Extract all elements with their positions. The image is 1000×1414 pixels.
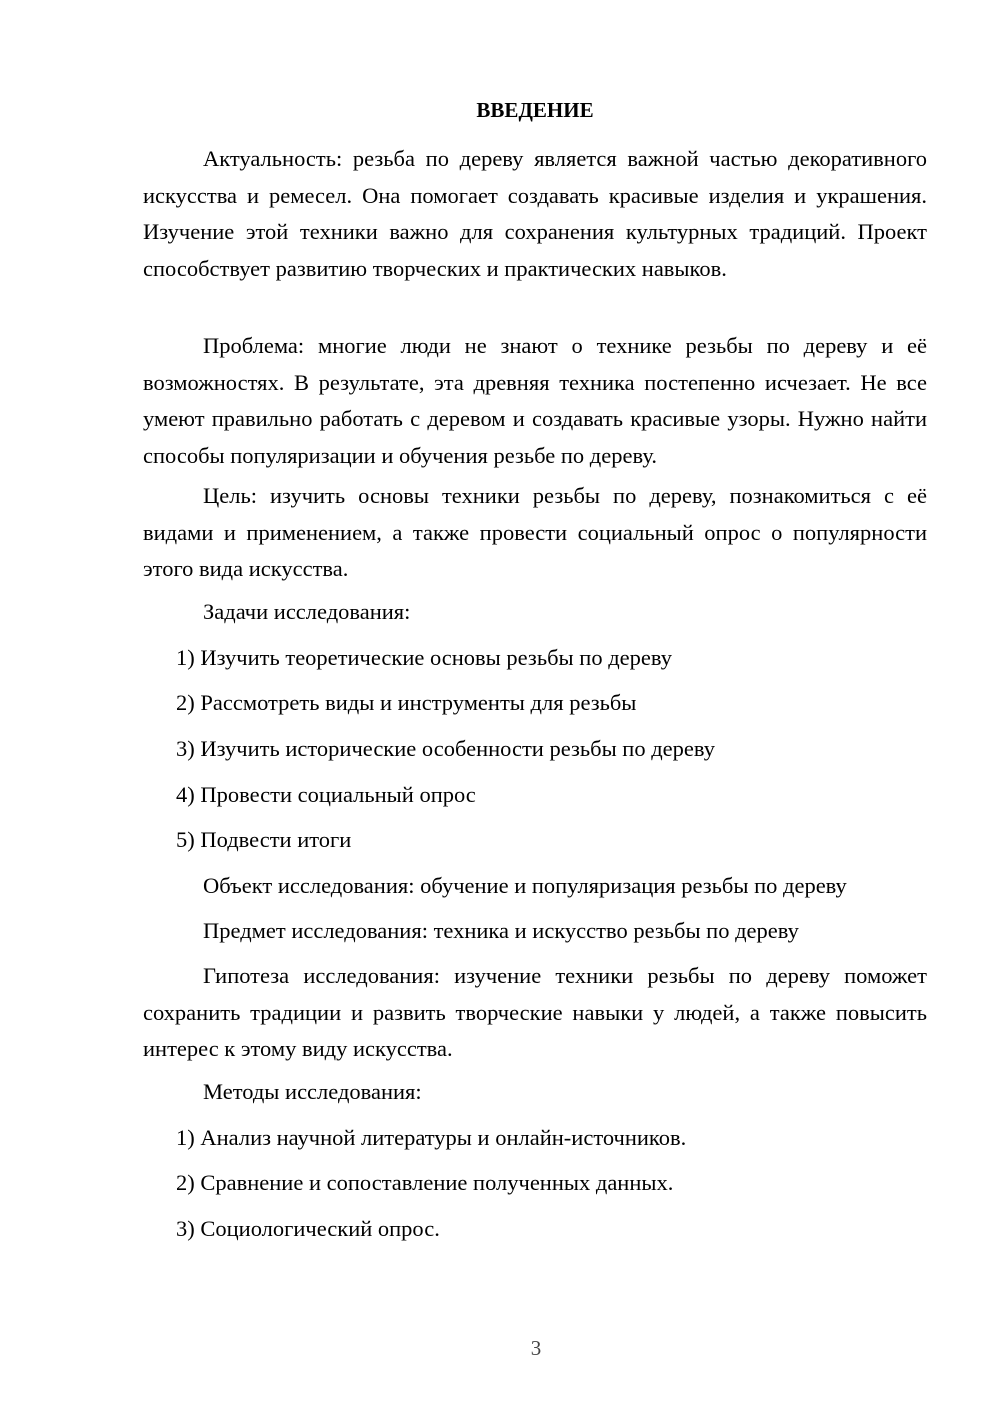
task-item-3: 3) Изучить исторические особенности резьбы по дереву (176, 736, 716, 761)
tasks-heading: Задачи исследования: (203, 599, 411, 624)
method-item-3: 3) Социологический опрос. (176, 1216, 440, 1241)
task-item-1: 1) Изучить теоретические основы резьбы по дереву (176, 645, 672, 670)
paragraph-relevance: Актуальность: резьба по дереву является важной частью декоративного искусства и ремесел. Она помогает создавать красивые изделия и украшения. Изучение этой техники важно для сохранения культурных традиций. Проект способствует развитию творческих и практических навыков. (143, 146, 927, 281)
paragraph-problem: Проблема: многие люди не знают о технике резьбы по дереву и её возможностях. В результате, эта древняя техника постепенно исчезает. Не все умеют правильно работать с деревом и создавать красивые узоры. Нужно найти способы популяризации и обучения резьбе по дереву. (143, 333, 927, 468)
task-item-4: 4) Провести социальный опрос (176, 782, 476, 807)
task-item-5: 5) Подвести итоги (176, 827, 352, 852)
research-subject: Предмет исследования: техника и искусство резьбы по дереву (203, 918, 799, 943)
research-object: Объект исследования: обучение и популяризация резьбы по дереву (203, 873, 847, 898)
page-title: ВВЕДЕНИЕ (476, 98, 594, 122)
task-item-2: 2) Рассмотреть виды и инструменты для резьбы (176, 690, 637, 715)
paragraph-goal: Цель: изучить основы техники резьбы по дереву, познакомиться с её видами и применением, а также провести социальный опрос о популярности этого вида искусства. (143, 483, 927, 581)
method-item-1: 1) Анализ научной литературы и онлайн-источников. (176, 1125, 687, 1150)
page-number: 3 (530, 1336, 542, 1360)
method-item-2: 2) Сравнение и сопоставление полученных данных. (176, 1170, 674, 1195)
methods-heading: Методы исследования: (203, 1079, 422, 1104)
paragraph-hypothesis: Гипотеза исследования: изучение техники резьбы по дереву поможет сохранить традиции и развить творческие навыки у людей, а также повысить интерес к этому виду искусства. (143, 963, 927, 1061)
